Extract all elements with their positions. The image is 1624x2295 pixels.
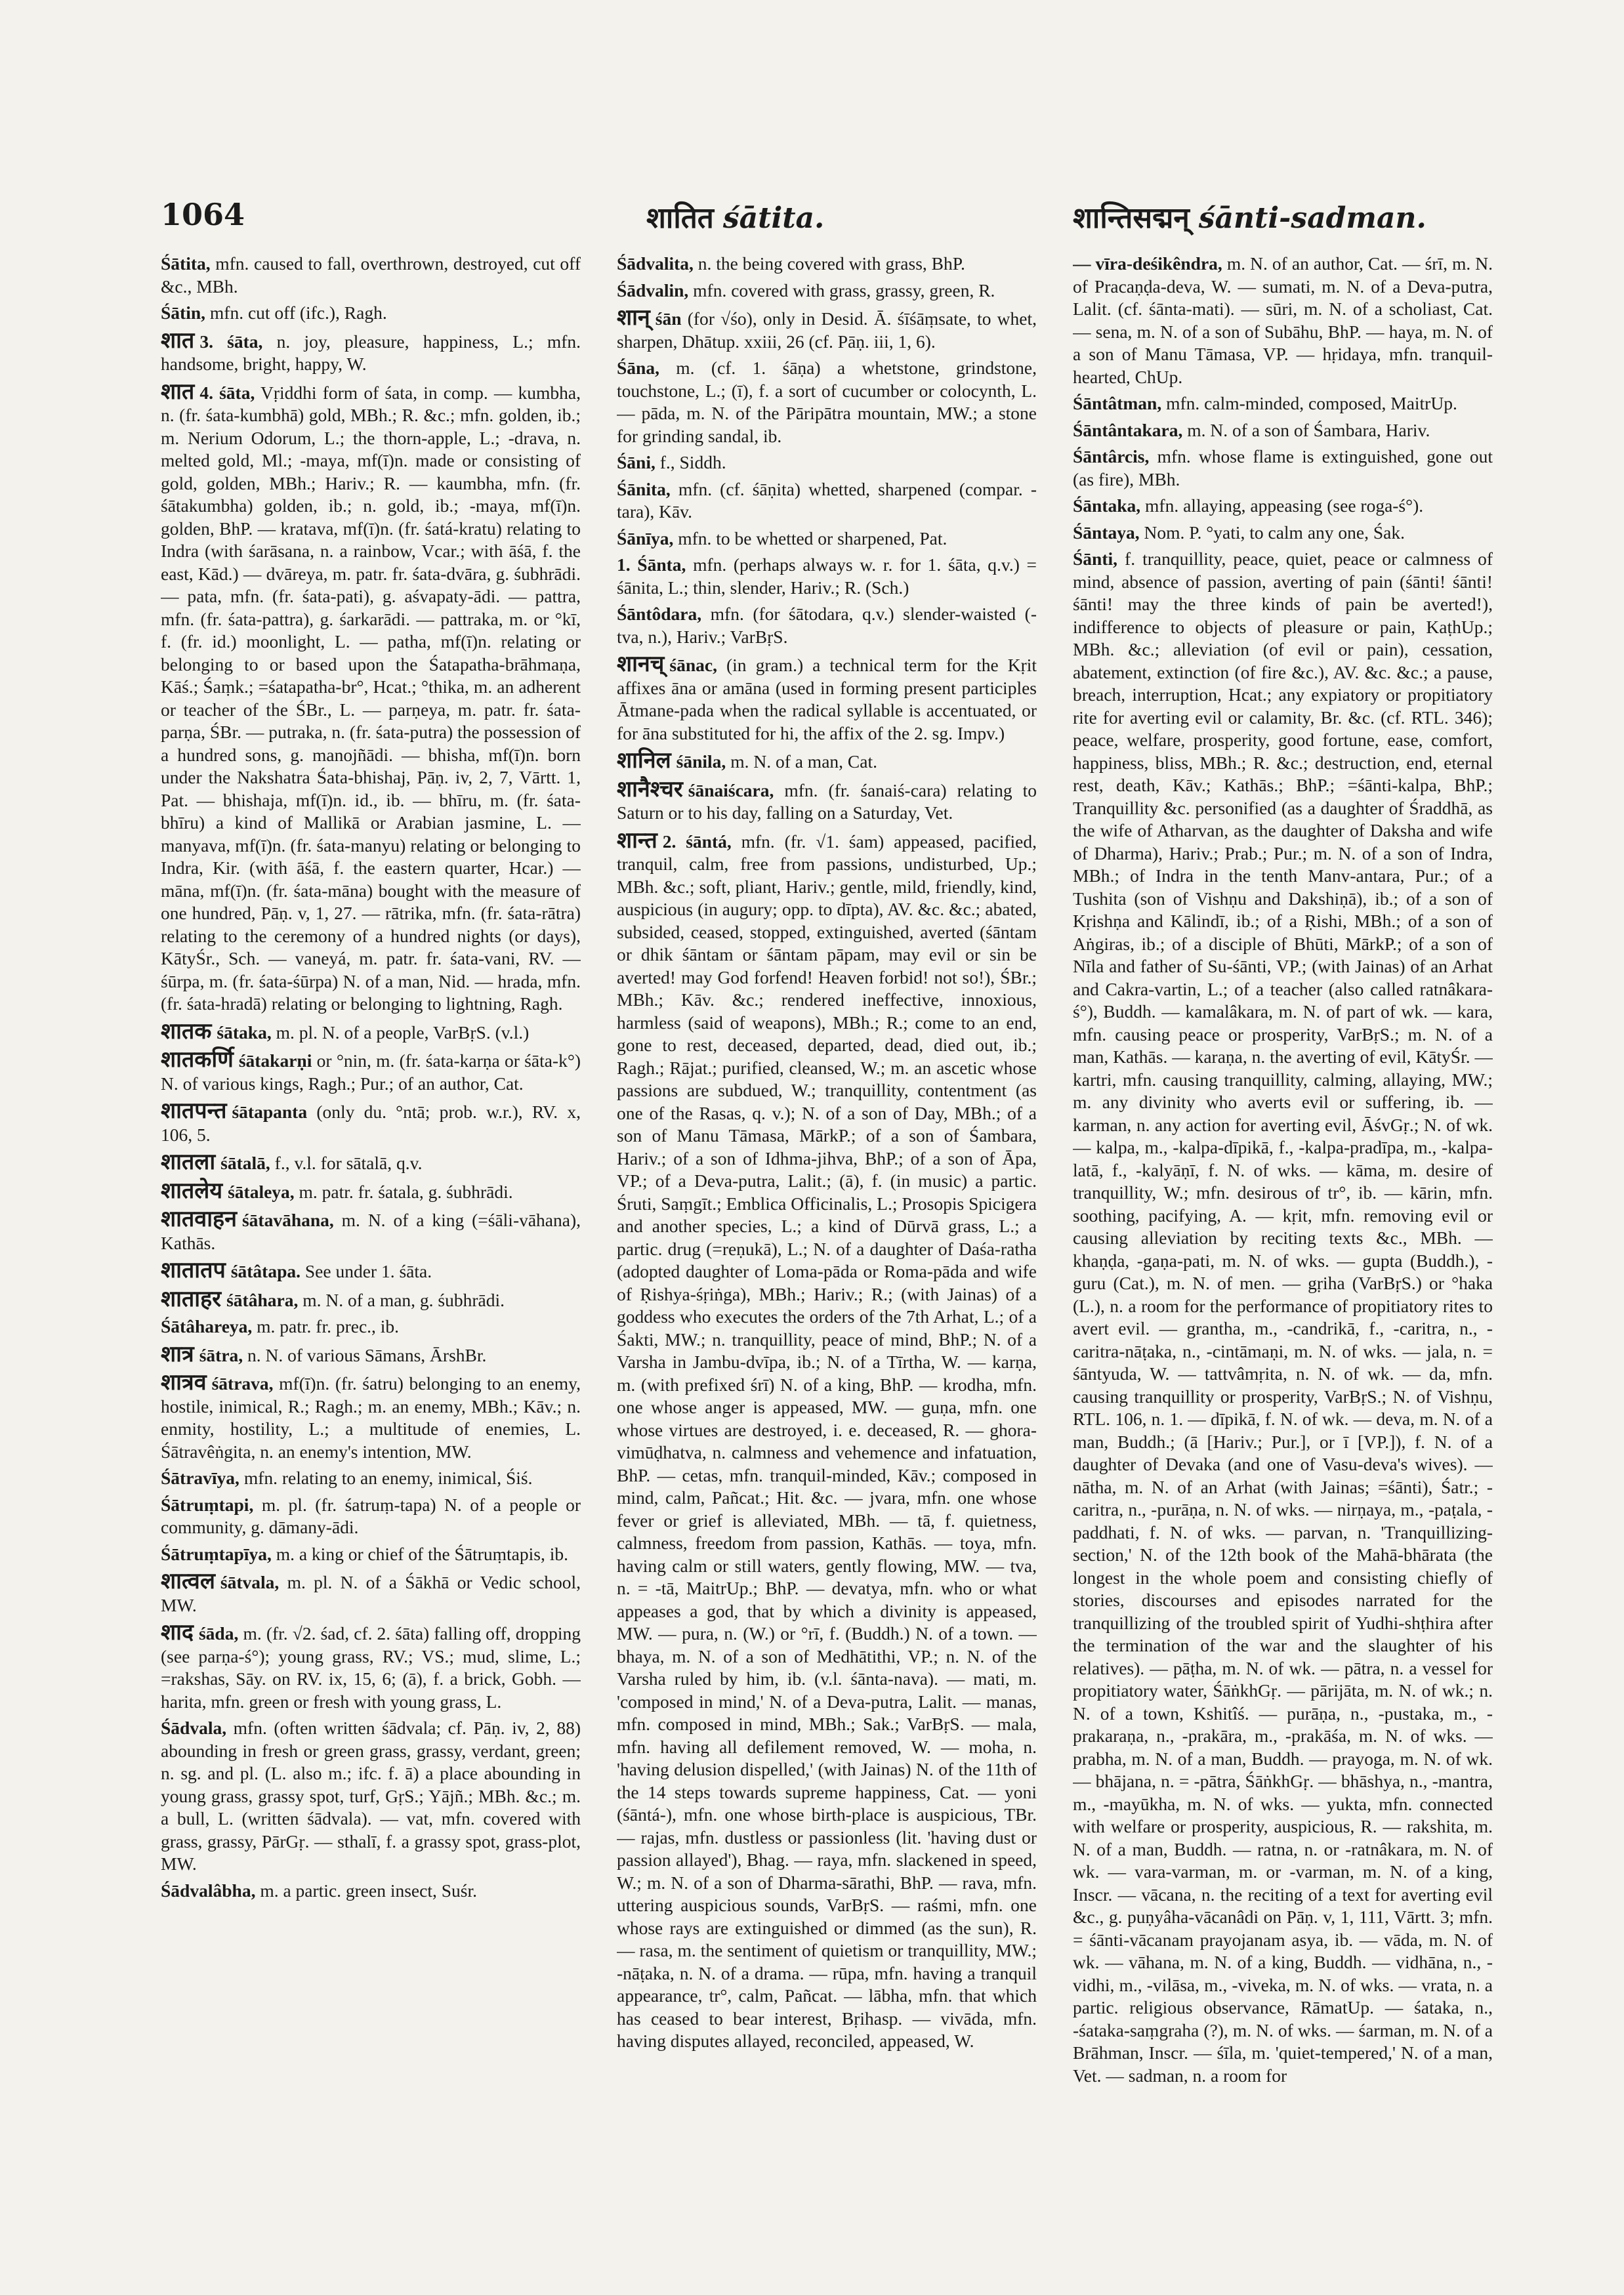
dictionary-entry xyxy=(1073,522,1493,545)
entry-headword: 4. śāta, xyxy=(199,382,255,403)
entry-devanagari-head: शातला xyxy=(161,1150,216,1174)
dictionary-entry xyxy=(617,653,1037,745)
right-head-roman: śānti-sadman. xyxy=(1198,201,1426,235)
dictionary-entry xyxy=(161,1151,581,1175)
entry-devanagari-head: शातातप xyxy=(161,1258,226,1283)
right-head-devanagari: शान्तिसद्मन् xyxy=(1073,201,1190,235)
dictionary-entry xyxy=(161,1049,581,1095)
entry-definition: f., Siddh. xyxy=(659,452,726,472)
dictionary-entry xyxy=(617,527,1037,550)
entry-headword: Śāna, xyxy=(617,358,659,378)
dictionary-entry xyxy=(617,279,1037,302)
dictionary-entry xyxy=(617,830,1037,2053)
entry-definition: m. pl. (fr. śatruṃ-tapa) N. of a people or community, g. dāmany-ādi. xyxy=(161,1494,581,1537)
entry-definition: mfn. caused to fall, overthrown, destroyed, cut off &c., MBh. xyxy=(161,253,581,297)
entry-headword: Śāntârcis, xyxy=(1073,446,1150,466)
dictionary-entry xyxy=(161,1021,581,1044)
entry-devanagari-head: शातकर्णि xyxy=(161,1048,234,1072)
dictionary-entry xyxy=(161,1315,581,1338)
entry-headword: Śāntâtman, xyxy=(1073,393,1162,413)
entry-headword: — vīra-deśikêndra, xyxy=(1073,253,1222,274)
entry-definition: mf(ī)n. (fr. śatru) belonging to an enemy, hostile, inimical, R.; Ragh.; m. an enemy, MBh.; Kāv.; n. enmity, hostility, L.; a multitude of enemies, L. Śātravêṅgita, n. an enemy's intention, MW. xyxy=(161,1373,581,1462)
entry-headword: Śānita, xyxy=(617,478,671,499)
entry-devanagari-head: शात xyxy=(161,379,195,404)
dictionary-entry xyxy=(1073,419,1493,442)
dictionary-entry xyxy=(1073,392,1493,415)
center-running-head xyxy=(646,197,824,236)
entry-headword: Śādvala, xyxy=(161,1718,227,1738)
column-left xyxy=(161,253,581,2181)
entry-headword: Śātita, xyxy=(161,253,211,274)
dictionary-entry xyxy=(161,302,581,325)
dictionary-entry xyxy=(161,1717,581,1876)
entry-headword: śānaiścara, xyxy=(688,779,774,800)
page-header xyxy=(161,197,1493,243)
entry-definition: m. patr. fr. prec., ib. xyxy=(257,1316,400,1336)
dictionary-entry xyxy=(161,1344,581,1367)
entry-definition: m. a king or chief of the Śātruṃtapis, ib. xyxy=(276,1543,568,1564)
entry-devanagari-head: शातलेय xyxy=(161,1178,223,1203)
dictionary-entry xyxy=(161,1209,581,1254)
dictionary-entry xyxy=(1073,445,1493,491)
entry-headword: śātra, xyxy=(199,1344,243,1365)
entry-definition: Nom. P. °yati, to calm any one, Śak. xyxy=(1144,522,1405,543)
entry-definition: Vṛiddhi form of śata, in comp. — kumbha, n. (fr. śata-kumbhā) gold, MBh.; R. &c.; mfn. golden, ib.; m. Nerium Odorum, L.; the thorn-apple, L.; -drava, n. melted gold, Ml.; -maya, mf(ī)n. made or consisting of gold, golden, MBh.; Hariv.; R. — kaumbha, mfn. (fr. śātakumbha) golden, ib.; n. gold, ib.; -maya, mf(ī)n. golden, BhP. — kratava, mf(ī)n. (fr. śatá-kratu) relating to Indra (with śarāsana, n. a rainbow, Vcar.; with āśā, f. the east, Kād.) — dvāreya, m. patr. fr. śata-dvāra, g. śubhrādi. — pata, mfn. (fr. śata-pati), g. aśvapaty-ādi. — pattra, mfn. (fr. śata-pattra), g. śarkarādi. — pattraka, m. or °kī, f. (fr. id.) moonlight, L. — patha, mf(ī)n. relating or belonging to or based upon the Śatapatha-brāhmaṇa, Kāś.; Śaṃk.; =śatapatha-br°, Hcat.; °thika, m. an adherent or teacher of the ŚBr., L. — parṇeya, m. patr. fr. śata-parṇa, ŚBr. — putraka, n. (fr. śata-putra) the possession of a hundred sons, g. manojñādi. — bhisha, mf(ī)n. born under the Nakshatra Śata-bhishaj, Pāṇ. iv, 2, 7, Vārtt. 1, Pat. — bhishaja, mf(ī)n. id., ib. — bhīru, m. (fr. śata-bhīru) a kind of Mallikā or Arabian jasmine, L. — manyava, mf(ī)n. (fr. śata-manyu) relating or belonging to Indra, Kir. (with āśā, f. the eastern quarter, Hcar.) — māna, mf(ī)n. (fr. śata-māna) bought with the measure of one hundred, Pāṇ. v, 1, 27. — rātrika, mfn. (fr. śata-rātra) relating to the ceremony of a hundred nights (or days), KātyŚr., Sch. — vaneyá, m. patr. fr. śata-vani, RV. — śūrpa, m. (fr. śata-śūrpa) N. of a man, Nid. — hrada, mfn. (fr. śata-hradā) relating or belonging to lightning, Ragh. xyxy=(161,382,581,1014)
dictionary-entry xyxy=(617,750,1037,774)
entry-headword: Śāntaya, xyxy=(1073,522,1140,543)
entry-definition: or °nin, m. (fr. śata-karṇa or śāta-k°) N. of various kings, Ragh.; Pur.; of an author, Cat. xyxy=(161,1050,581,1094)
entry-headword: Śāntôdara, xyxy=(617,604,702,624)
entry-definition: mfn. to be whetted or sharpened, Pat. xyxy=(678,527,947,548)
entry-headword: 1. Śānta, xyxy=(617,554,686,575)
entry-definition: mfn. (fr. √1. śam) appeased, pacified, tranquil, calm, free from passions, undisturbed, Up.; MBh. &c.; soft, pliant, Hariv.; gentle, mild, friendly, kind, auspicious (in augury; opp. to dīpta), AV. &c. &c.; abated, subsided, ceased, stopped, extinguished, averted (śāntam or dhik śāntam or śāntam pāpam, may evil or sin be averted! may God forfend! Heaven forbid! not so!), ŚBr.; MBh.; Kāv. &c.; rendered ineffective, innoxious, harmless (said of weapons), MBh.; R.; come to an end, gone to rest, deceased, departed, dead, died out, ib.; Ragh.; Rājat.; purified, cleansed, W.; m. an ascetic whose passions are subdued, W.; tranquillity, contentment (as one of the Rasas, q. v.); N. of a son of Day, MBh.; of a son of Manu Tāmasa, MārkP.; of a son of Śambara, Hariv.; of a son of Idhma-jihva, BhP.; of a son of Āpa, VP.; of a Deva-putra, Lalit.; (ā), f. (in music) a partic. Śruti, Saṃgīt.; Emblica Officinalis, L.; Prosopis Spicigera and another species, L.; a kind of Dūrvā grass, L.; a partic. drug (=reṇukā), L.; N. of a daughter of Daśa-ratha (adopted daughter of Loma-pāda or Roma-pāda and wife of Ṛishya-śṛiṅga), MBh.; Hariv.; R.; (with Jainas) of a goddess who executes the orders of the 7th Arhat, L.; of a Śakti, MW.; n. tranquillity, peace of mind, BhP.; N. of a Varsha in Jambu-dvīpa, ib.; N. of a Tīrtha, W. — karṇa, m. (with prefixed śrī) N. of a king, BhP. — krodha, mfn. one whose anger is appeased, MW. — guṇa, mfn. one whose virtues are destroyed, i. e. deceased, R. — ghora-vimūḍhatva, n. calmness and vehemence and infatuation, BhP. — cetas, mfn. tranquil-minded, Kāv.; composed in mind, calm, Pañcat.; Hit. &c. — jvara, mfn. one whose fever or grief is alleviated, MBh. — tā, f. quietness, calmness, freedom from passion, Kathās. — toya, mfn. having calm or still waters, gently flowing, MW. — tva, n. = -tā, MaitrUp.; BhP. — devatya, mfn. who or what appeases a god, that by which a divinity is appeased, MW. — pura, n. (W.) or °rī, f. (Buddh.) N. of a town. — bhaya, m. N. of a son of Medhātithi, VP.; n. N. of the Varsha ruled by him, ib. (v.l. śānta-nava). — mati, m. 'composed in mind,' N. of a Deva-putra, Lalit. — manas, mfn. composed in mind, MBh.; Sak.; VarBṛS. — mala, mfn. having all defilement removed, W. — moha, n. 'having delusion dispelled,' (with Jainas) N. of the 11th of the 14 steps towards supreme happiness, Cat. — yoni (śāntá-), mfn. one whose birth-place is auspicious, TBr. — rajas, mfn. dustless or passionless (lit. 'having dust or passion allayed'), Bhag. — raya, mfn. slackened in speed, W.; m. N. of a son of Dharma-sārathi, BhP. — rava, mfn. uttering auspicious sounds, VarBṛS. — raśmi, mfn. one whose rays are extinguished or dimmed (as the sun), R. — rasa, m. the sentiment of quietism or tranquillity, MW.; -nāṭaka, n. N. of a drama. — rūpa, mfn. having a tranquil appearance, tr°, calm, Pañcat. — lābha, mfn. that which has ceased to bear interest, Bṛihasp. — vivāda, mfn. having disputes allayed, reconciled, appeased, W. xyxy=(617,831,1037,2051)
dictionary-entry xyxy=(161,1289,581,1312)
dictionary-entry xyxy=(161,1543,581,1566)
entry-definition: m. pl. N. of a people, VarBṛS. (v.l.) xyxy=(276,1022,530,1043)
entry-devanagari-head: शानैश्चर xyxy=(617,777,683,802)
entry-devanagari-head: शान्त xyxy=(617,828,657,853)
entry-devanagari-head: शातक xyxy=(161,1019,212,1044)
entry-headword: śāda, xyxy=(198,1623,239,1644)
entry-headword: Śānti, xyxy=(1073,548,1118,569)
entry-definition: mfn. (often written śādvala; cf. Pāṇ. iv, 2, 88) abounding in fresh or green grass, grassy, verdant, green; n. sg. and pl. (L. also m.; ifc. f. ā) a place abounding in young grass, grassy spot, turf, GṛS.; Yājñ.; MBh. &c.; m. a bull, L. (written śādvala). — vat, mfn. covered with grass, grassy, PārGṛ. — sthalī, f. a grassy spot, grass-plot, MW. xyxy=(161,1718,581,1874)
entry-headword: 3. śāta, xyxy=(199,331,263,352)
entry-devanagari-head: शातवाहन xyxy=(161,1207,237,1231)
center-head-devanagari: शातित xyxy=(646,201,714,235)
entry-definition: (only du. °ntā; prob. w.r.), RV. x, 106, 5. xyxy=(161,1102,581,1145)
entry-headword: Śādvalin, xyxy=(617,279,689,300)
entry-definition: mfn. covered with grass, grassy, green, R. xyxy=(693,279,995,300)
entry-devanagari-head: शात्रव xyxy=(161,1371,207,1395)
entry-devanagari-head: शान् xyxy=(617,306,650,330)
entry-headword: Śātruṃtapi, xyxy=(161,1494,254,1515)
column-middle xyxy=(617,253,1037,2181)
entry-headword: Śādvalâbha, xyxy=(161,1880,256,1901)
entry-definition: m. patr. fr. śatala, g. śubhrādi. xyxy=(299,1181,513,1202)
dictionary-entry xyxy=(161,1571,581,1617)
dictionary-entry xyxy=(617,307,1037,353)
entry-devanagari-head: शातपन्त xyxy=(161,1099,227,1123)
right-running-head xyxy=(1073,197,1426,236)
entry-definition: f. tranquillity, peace, quiet, peace or calmness of mind, absence of passion, averting of pain (śānti! śānti! śānti! may the three kinds of pain be averted!), indifference to objects of pleasure or pain, KaṭhUp.; MBh. &c.; alleviation (of evil or pain), cessation, abatement, extinction (of fire &c.), AV. &c. &c.; a pause, breach, interruption, Hcat.; any expiatory or propitiatory rite for averting evil or calamity, Br. &c. (cf. RTL. 346); peace, welfare, prosperity, good fortune, ease, comfort, happiness, bliss, MBh.; R. &c.; destruction, end, eternal rest, death, Kāv.; Kathās.; BhP.; =śānti-kalpa, BhP.; Tranquillity &c. personified (as a daughter of Śraddhā, as the wife of Atharvan, as the daughter of Daksha and wife of Dharma), Hariv.; Prab.; Pur.; m. N. of a son of Indra, MBh.; of Indra in the tenth Manv-antara, Pur.; of a Tushita (son of Vishṇu and Dakshiṇā), ib.; of a son of Kṛishṇa and Kālindī, ib.; of a Ṛishi, MBh.; of a son of Aṅgiras, ib.; of a disciple of Bhūti, MārkP.; of a son of Nīla and father of Su-śānti, VP.; (with Jainas) of an Arhat and Cakra-vartin, L.; of a teacher (also called ratnâkara-ś°), Buddh. — kamalâkara, m. N. of part of wk. — kara, mfn. causing peace or prosperity, VarBṛS.; m. N. of a man, Kathās. — karaṇa, n. the averting of evil, KātyŚr. — kartri, mfn. causing tranquillity, calming, allaying, MW.; m. any divinity who averts evil or suffering, ib. — karman, n. any action for averting evil, ĀśvGṛ.; N. of wk. — kalpa, m., -kalpa-dīpikā, f., -kalpa-pradīpa, m., -kalpa-latā, f., -kalyāṇī, f. N. of wks. — kāma, m. desire of tranquillity, W.; mfn. desirous of tr°, ib. — kārin, mfn. soothing, pacifying, A. — kṛit, mfn. removing evil or causing alleviation by reciting texts &c., MBh. — khaṇḍa, -gaṇa-pati, m. N. of wks. — gupta (Buddh.), -guru (Cat.), m. N. of men. — gṛiha (VarBṛS.) or °haka (L.), n. a room for the performance of propitiatory rites to avert evil. — grantha, m., -candrikā, f., -caritra, n., -caritra-nāṭaka, n., -cintāmaṇi, m. N. of wks. — jala, n. = śāntyuda, W. — tattvâmṛita, n. N. of wk. — da, mfn. causing tranquillity or prosperity, VarBṛS.; N. of Vishṇu, RTL. 106, n. 1. — dīpikā, f. N. of wk. — deva, m. N. of a man, Buddh.; (ā [Hariv.; Pur.], or ī [VP.]), f. N. of a daughter of Devaka (and one of Vasu-deva's wives). — nātha, m. N. of an Arhat (with Jainas; =śānti), Śatr.; -caritra, n., -purāṇa, n. N. of wks. — nirṇaya, m., -paṭala, -paddhati, f. N. of wks. — parvan, n. 'Tranquillizing-section,' N. of the 12th book of the Mahā-bhārata (the longest in the whole poem and consisting chiefly of stories, discourses and episodes narrated for the tranquillizing of the troubled spirit of Yudhi-shṭhira after the termination of the war and the slaughter of his relatives). — pāṭha, m. N. of wk. — pātra, n. a vessel for propitiatory water, ŚāṅkhGṛ. — pārijāta, m. N. of wk.; n. N. of a town, Kshitîś. — purāṇa, n., -pustaka, m., -prakaraṇa, n., -prakāra, m., -prakāśa, m. N. of wks. — prabha, m. N. of a man, Buddh. — prayoga, m. N. of wk. — bhājana, n. = -pātra, ŚāṅkhGṛ. — bhāshya, n., -mantra, m., -mayūkha, m. N. of wks. — yukta, mfn. connected with welfare or prosperity, auspicious, R. — rakshita, m. N. of a man, Buddh. — ratna, n. or -ratnâkara, m. N. of wk. — vara-varman, m. or -varman, m. N. of a king, Inscr. — vācana, n. the reciting of a text for averting evil &c., g. puṇyâha-vācanâdi on Pāṇ. v, 1, 111, Vārtt. 3; mfn. = śānti-vācanam prayojanam asya, ib. — vāda, m. N. of wk. — vāhana, m. N. of a king, Buddh. — vidhāna, n., -vidhi, m., -vilāsa, m., -viveka, m. N. of wks. — vrata, n. a partic. religious observance, RāmatUp. — śataka, n., -śataka-saṃgraha (?), m. N. of wks. — śarman, m. N. of a Brāhman, Inscr. — śīla, m. 'quiet-tempered,' N. of a man, Vet. — sadman, n. a room for xyxy=(1073,548,1493,2086)
entry-definition: n. N. of various Sāmans, ĀrshBr. xyxy=(247,1344,487,1365)
entry-definition: mfn. (for śātodara, q.v.) slender-waisted (-tva, n.), Hariv.; VarBṛS. xyxy=(617,604,1037,647)
entry-headword: śātavāhana, xyxy=(241,1210,334,1230)
entry-devanagari-head: शात्वल xyxy=(161,1569,215,1594)
entry-definition: n. joy, pleasure, happiness, L.; mfn. handsome, bright, happy, W. xyxy=(161,331,581,374)
entry-definition: m. pl. N. of a Śākhā or Vedic school, MW. xyxy=(161,1572,581,1615)
entry-devanagari-head: शात xyxy=(161,328,195,353)
entry-headword: 2. śāntá, xyxy=(662,831,732,852)
dictionary-entry xyxy=(161,330,581,376)
entry-headword: Śātin, xyxy=(161,302,206,323)
entry-devanagari-head: शानच् xyxy=(617,652,665,676)
entry-headword: Śādvalita, xyxy=(617,253,694,274)
entry-definition: mfn. (perhaps always w. r. for 1. śāta, q.v.) = śānita, L.; thin, slender, Hariv.; R. (Sch.) xyxy=(617,554,1037,598)
dictionary-entry xyxy=(1073,495,1493,518)
dictionary-entry xyxy=(161,381,581,1016)
entry-definition: mfn. cut off (ifc.), Ragh. xyxy=(209,302,387,323)
dictionary-entry xyxy=(161,1260,581,1283)
dictionary-entry xyxy=(617,357,1037,447)
dictionary-entry xyxy=(617,253,1037,276)
entry-definition: m. a partic. green insect, Suśr. xyxy=(260,1880,477,1901)
entry-devanagari-head: शानिल xyxy=(617,749,671,773)
entry-headword: śātaka, xyxy=(217,1022,272,1043)
entry-devanagari-head: शाताहर xyxy=(161,1287,222,1312)
entry-devanagari-head: शात्र xyxy=(161,1342,194,1367)
entry-headword: śātâhara, xyxy=(226,1289,299,1310)
entry-headword: śātrava, xyxy=(211,1373,274,1394)
entry-definition: mfn. allaying, appeasing (see roga-ś°). xyxy=(1145,495,1424,516)
entry-headword: śātalā, xyxy=(220,1153,270,1173)
dictionary-entry xyxy=(161,1622,581,1713)
entry-headword: Śātravīya, xyxy=(161,1468,239,1488)
dictionary-entry xyxy=(161,1467,581,1490)
dictionary-entry xyxy=(617,779,1037,825)
text-columns xyxy=(161,253,1493,2181)
entry-definition: mfn. whose flame is extinguished, gone out (as fire), MBh. xyxy=(1073,446,1493,489)
entry-headword: Śāntântakara, xyxy=(1073,419,1183,440)
column-right xyxy=(1073,253,1493,2181)
center-head-roman: śātita. xyxy=(722,201,825,235)
dictionary-entry xyxy=(161,1372,581,1463)
entry-headword: Śātruṃtapīya, xyxy=(161,1543,272,1564)
page-number: 1064 xyxy=(161,197,245,232)
entry-headword: śātaleya, xyxy=(228,1181,295,1202)
entry-headword: śānila, xyxy=(676,751,726,772)
dictionary-entry xyxy=(1073,253,1493,388)
entry-definition: m. N. of a son of Śambara, Hariv. xyxy=(1187,419,1430,440)
dictionary-entry xyxy=(1073,548,1493,2087)
entry-headword: Śāni, xyxy=(617,452,656,472)
dictionary-entry xyxy=(617,478,1037,524)
entry-headword: śānac, xyxy=(669,655,717,675)
dictionary-entry xyxy=(161,1880,581,1903)
entry-definition: mfn. relating to an enemy, inimical, Śiś. xyxy=(243,1468,533,1488)
dictionary-entry xyxy=(617,603,1037,648)
dictionary-entry xyxy=(161,253,581,298)
entry-definition: m. (fr. √2. śad, cf. 2. śāta) falling off, dropping (see parṇa-ś°); young grass, RV.; VS.; mud, slime, L.; =rakshas, Sāy. on RV. ix, 15, 6; (ā), f. a brick, Gobh. — harita, mfn. green or fresh with young grass, L. xyxy=(161,1623,581,1712)
entry-definition: mfn. (fr. śanaiś-cara) relating to Saturn or to his day, falling on a Saturday, Vet. xyxy=(617,779,1037,823)
entry-definition: n. the being covered with grass, BhP. xyxy=(697,253,965,274)
entry-definition: See under 1. śāta. xyxy=(304,1261,432,1281)
entry-headword: śātapanta xyxy=(232,1102,308,1122)
dictionary-entry xyxy=(161,1494,581,1539)
entry-definition: m. N. of a king (=śāli-vāhana), Kathās. xyxy=(161,1210,581,1253)
entry-headword: śātakarṇi xyxy=(238,1050,312,1071)
entry-headword: Śānīya, xyxy=(617,527,674,548)
entry-definition: m. N. of a man, Cat. xyxy=(730,751,877,772)
entry-definition: (for √śo), only in Desid. Ā. śīśāṃsate, to whet, sharpen, Dhātup. xxiii, 26 (cf. Pāṇ. iii, 1, 6). xyxy=(617,308,1037,352)
entry-definition: f., v.l. for sātalā, q.v. xyxy=(274,1153,423,1173)
entry-definition: m. (cf. 1. śāṇa) a whetstone, grindstone, touchstone, L.; (ī), f. a sort of cucumber or colocynth, L. — pāda, m. N. of the Pāripātra mountain, MW.; a stone for grinding sandal, ib. xyxy=(617,358,1037,446)
entry-headword: Śātâhareya, xyxy=(161,1316,253,1336)
dictionary-entry xyxy=(161,1100,581,1146)
entry-definition: mfn. (cf. śāṇita) whetted, sharpened (compar. -tara), Kāv. xyxy=(617,478,1037,522)
dictionary-entry xyxy=(617,451,1037,474)
entry-devanagari-head: शाद xyxy=(161,1621,194,1645)
entry-definition: mfn. calm-minded, composed, MaitrUp. xyxy=(1166,393,1457,413)
dictionary-entry xyxy=(617,554,1037,599)
dictionary-entry xyxy=(161,1180,581,1204)
entry-headword: śān xyxy=(655,308,682,329)
entry-headword: śātvala, xyxy=(220,1572,280,1592)
entry-definition: m. N. of a man, g. śubhrādi. xyxy=(302,1289,505,1310)
entry-definition: (in gram.) a technical term for the Kṛit affixes āna or amāna (used in forming present participles Ātmane-pada when the radical syllable is accentuated, or for āna substituted for hi, the affix of the 2. sg. Impv.) xyxy=(617,655,1037,743)
entry-headword: śātâtapa. xyxy=(230,1261,301,1281)
entry-headword: Śāntaka, xyxy=(1073,495,1141,516)
entry-definition: m. N. of an author, Cat. — śrī, m. N. of Pracaṇḍa-deva, W. — sumati, m. N. of a Deva-putra, Lalit. (cf. śānta-mati). — sūri, m. N. of a scholiast, Cat. — sena, m. N. of a son of Subāhu, BhP. — haya, m. N. of a son of Manu Tāmasa, VP. — hṛidaya, mfn. tranquil-hearted, ChUp. xyxy=(1073,253,1493,387)
